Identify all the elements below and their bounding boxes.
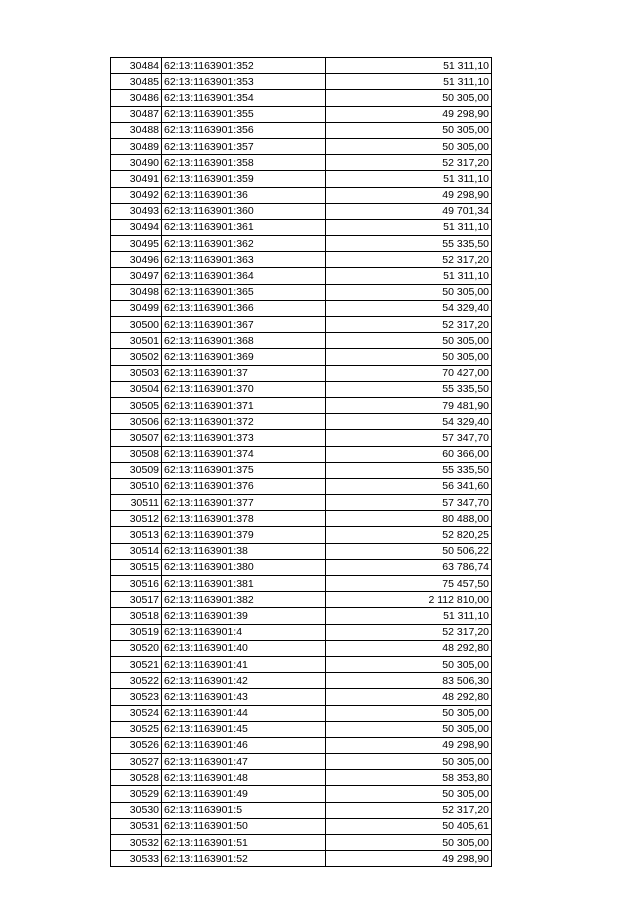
cadastral-number-cell: 62:13:1163901:377 <box>162 495 326 511</box>
value-cell: 70 427,00 <box>326 365 492 381</box>
value-cell: 50 305,00 <box>326 721 492 737</box>
row-number-cell: 30529 <box>111 786 162 802</box>
value-cell: 50 305,00 <box>326 284 492 300</box>
cadastral-number-cell: 62:13:1163901:46 <box>162 737 326 753</box>
cadastral-number-cell: 62:13:1163901:371 <box>162 397 326 413</box>
cadastral-number-cell: 62:13:1163901:352 <box>162 58 326 74</box>
value-cell: 50 305,00 <box>326 656 492 672</box>
value-cell: 51 311,10 <box>326 74 492 90</box>
value-cell: 50 305,00 <box>326 786 492 802</box>
value-cell: 51 311,10 <box>326 219 492 235</box>
value-cell: 49 298,90 <box>326 106 492 122</box>
row-number-cell: 30498 <box>111 284 162 300</box>
table-row <box>111 608 492 624</box>
cadastral-number-cell: 62:13:1163901:47 <box>162 754 326 770</box>
value-cell: 52 317,20 <box>326 802 492 818</box>
cadastral-number-cell: 62:13:1163901:354 <box>162 90 326 106</box>
row-number-cell: 30519 <box>111 624 162 640</box>
row-number-cell: 30513 <box>111 527 162 543</box>
cadastral-number-cell: 62:13:1163901:379 <box>162 527 326 543</box>
table-row <box>111 90 492 106</box>
cadastral-number-cell: 62:13:1163901:48 <box>162 770 326 786</box>
table-row <box>111 74 492 90</box>
table-row <box>111 478 492 494</box>
cadastral-number-cell: 62:13:1163901:353 <box>162 74 326 90</box>
table-row <box>111 381 492 397</box>
cadastral-number-cell: 62:13:1163901:40 <box>162 640 326 656</box>
row-number-cell: 30527 <box>111 754 162 770</box>
row-number-cell: 30502 <box>111 349 162 365</box>
row-number-cell: 30507 <box>111 430 162 446</box>
value-cell: 63 786,74 <box>326 559 492 575</box>
cadastral-number-cell: 62:13:1163901:375 <box>162 462 326 478</box>
table-row <box>111 106 492 122</box>
value-cell: 75 457,50 <box>326 576 492 592</box>
value-cell: 80 488,00 <box>326 511 492 527</box>
cadastral-number-cell: 62:13:1163901:367 <box>162 317 326 333</box>
value-cell: 60 366,00 <box>326 446 492 462</box>
table-row <box>111 122 492 138</box>
table-row <box>111 365 492 381</box>
value-cell: 51 311,10 <box>326 268 492 284</box>
cadastral-number-cell: 62:13:1163901:4 <box>162 624 326 640</box>
value-cell: 58 353,80 <box>326 770 492 786</box>
value-cell: 48 292,80 <box>326 640 492 656</box>
cadastral-number-cell: 62:13:1163901:374 <box>162 446 326 462</box>
cadastral-number-cell: 62:13:1163901:363 <box>162 252 326 268</box>
value-cell: 79 481,90 <box>326 397 492 413</box>
cadastral-number-cell: 62:13:1163901:43 <box>162 689 326 705</box>
cadastral-number-cell: 62:13:1163901:364 <box>162 268 326 284</box>
value-cell: 52 820,25 <box>326 527 492 543</box>
cadastral-number-cell: 62:13:1163901:365 <box>162 284 326 300</box>
value-cell: 51 311,10 <box>326 608 492 624</box>
cadastral-number-cell: 62:13:1163901:366 <box>162 300 326 316</box>
value-cell: 48 292,80 <box>326 689 492 705</box>
value-cell: 51 311,10 <box>326 171 492 187</box>
value-cell: 55 335,50 <box>326 236 492 252</box>
row-number-cell: 30485 <box>111 74 162 90</box>
row-number-cell: 30521 <box>111 656 162 672</box>
cadastral-number-cell: 62:13:1163901:381 <box>162 576 326 592</box>
table-row <box>111 802 492 818</box>
table-row <box>111 495 492 511</box>
value-cell: 50 305,00 <box>326 333 492 349</box>
table-row <box>111 349 492 365</box>
table-body <box>111 58 492 867</box>
table-row <box>111 624 492 640</box>
value-cell: 50 506,22 <box>326 543 492 559</box>
cadastral-number-cell: 62:13:1163901:380 <box>162 559 326 575</box>
table-row <box>111 527 492 543</box>
row-number-cell: 30499 <box>111 300 162 316</box>
row-number-cell: 30503 <box>111 365 162 381</box>
cadastral-number-cell: 62:13:1163901:376 <box>162 478 326 494</box>
value-cell: 55 335,50 <box>326 462 492 478</box>
table-row <box>111 737 492 753</box>
cadastral-number-cell: 62:13:1163901:359 <box>162 171 326 187</box>
value-cell: 49 701,34 <box>326 203 492 219</box>
data-table <box>110 57 492 867</box>
cadastral-number-cell: 62:13:1163901:49 <box>162 786 326 802</box>
table-row <box>111 430 492 446</box>
cadastral-number-cell: 62:13:1163901:378 <box>162 511 326 527</box>
row-number-cell: 30514 <box>111 543 162 559</box>
table-row <box>111 786 492 802</box>
table-row <box>111 155 492 171</box>
value-cell: 56 341,60 <box>326 478 492 494</box>
value-cell: 52 317,20 <box>326 624 492 640</box>
table-row <box>111 446 492 462</box>
row-number-cell: 30492 <box>111 187 162 203</box>
table-row <box>111 673 492 689</box>
table-row <box>111 252 492 268</box>
row-number-cell: 30520 <box>111 640 162 656</box>
value-cell: 50 305,00 <box>326 705 492 721</box>
table-row <box>111 414 492 430</box>
row-number-cell: 30489 <box>111 138 162 154</box>
table-row <box>111 203 492 219</box>
row-number-cell: 30525 <box>111 721 162 737</box>
value-cell: 49 298,90 <box>326 737 492 753</box>
cadastral-number-cell: 62:13:1163901:382 <box>162 592 326 608</box>
row-number-cell: 30500 <box>111 317 162 333</box>
cadastral-number-cell: 62:13:1163901:41 <box>162 656 326 672</box>
row-number-cell: 30505 <box>111 397 162 413</box>
row-number-cell: 30506 <box>111 414 162 430</box>
table-row <box>111 397 492 413</box>
cadastral-number-cell: 62:13:1163901:52 <box>162 851 326 867</box>
value-cell: 49 298,90 <box>326 851 492 867</box>
cadastral-number-cell: 62:13:1163901:38 <box>162 543 326 559</box>
table-row <box>111 835 492 851</box>
row-number-cell: 30495 <box>111 236 162 252</box>
table-row <box>111 284 492 300</box>
row-number-cell: 30496 <box>111 252 162 268</box>
row-number-cell: 30504 <box>111 381 162 397</box>
row-number-cell: 30484 <box>111 58 162 74</box>
row-number-cell: 30491 <box>111 171 162 187</box>
row-number-cell: 30522 <box>111 673 162 689</box>
cadastral-number-cell: 62:13:1163901:357 <box>162 138 326 154</box>
cadastral-number-cell: 62:13:1163901:45 <box>162 721 326 737</box>
value-cell: 52 317,20 <box>326 252 492 268</box>
value-cell: 50 305,00 <box>326 754 492 770</box>
value-cell: 50 305,00 <box>326 122 492 138</box>
table-row <box>111 576 492 592</box>
row-number-cell: 30501 <box>111 333 162 349</box>
value-cell: 50 305,00 <box>326 349 492 365</box>
table-row <box>111 58 492 74</box>
table-row <box>111 236 492 252</box>
row-number-cell: 30526 <box>111 737 162 753</box>
table-row <box>111 640 492 656</box>
row-number-cell: 30486 <box>111 90 162 106</box>
row-number-cell: 30509 <box>111 462 162 478</box>
value-cell: 57 347,70 <box>326 430 492 446</box>
row-number-cell: 30490 <box>111 155 162 171</box>
row-number-cell: 30532 <box>111 835 162 851</box>
cadastral-number-cell: 62:13:1163901:50 <box>162 818 326 834</box>
cadastral-number-cell: 62:13:1163901:42 <box>162 673 326 689</box>
cadastral-number-cell: 62:13:1163901:373 <box>162 430 326 446</box>
cadastral-number-cell: 62:13:1163901:356 <box>162 122 326 138</box>
table-row <box>111 592 492 608</box>
row-number-cell: 30515 <box>111 559 162 575</box>
value-cell: 50 405,61 <box>326 818 492 834</box>
table-row <box>111 559 492 575</box>
row-number-cell: 30487 <box>111 106 162 122</box>
table-row <box>111 300 492 316</box>
row-number-cell: 30530 <box>111 802 162 818</box>
cadastral-number-cell: 62:13:1163901:36 <box>162 187 326 203</box>
row-number-cell: 30518 <box>111 608 162 624</box>
value-cell: 57 347,70 <box>326 495 492 511</box>
table-row <box>111 770 492 786</box>
value-cell: 50 305,00 <box>326 90 492 106</box>
row-number-cell: 30510 <box>111 478 162 494</box>
table-row <box>111 219 492 235</box>
row-number-cell: 30523 <box>111 689 162 705</box>
value-cell: 52 317,20 <box>326 155 492 171</box>
row-number-cell: 30508 <box>111 446 162 462</box>
cadastral-number-cell: 62:13:1163901:358 <box>162 155 326 171</box>
row-number-cell: 30494 <box>111 219 162 235</box>
row-number-cell: 30512 <box>111 511 162 527</box>
table-row <box>111 187 492 203</box>
row-number-cell: 30488 <box>111 122 162 138</box>
table-row <box>111 317 492 333</box>
table-row <box>111 268 492 284</box>
table-row <box>111 721 492 737</box>
value-cell: 54 329,40 <box>326 414 492 430</box>
cadastral-number-cell: 62:13:1163901:37 <box>162 365 326 381</box>
table-row <box>111 462 492 478</box>
row-number-cell: 30493 <box>111 203 162 219</box>
row-number-cell: 30511 <box>111 495 162 511</box>
row-number-cell: 30516 <box>111 576 162 592</box>
value-cell: 51 311,10 <box>326 58 492 74</box>
cadastral-number-cell: 62:13:1163901:368 <box>162 333 326 349</box>
value-cell: 50 305,00 <box>326 138 492 154</box>
cadastral-number-cell: 62:13:1163901:51 <box>162 835 326 851</box>
cadastral-number-cell: 62:13:1163901:370 <box>162 381 326 397</box>
cadastral-number-cell: 62:13:1163901:372 <box>162 414 326 430</box>
table-row <box>111 511 492 527</box>
value-cell: 49 298,90 <box>326 187 492 203</box>
table-row <box>111 333 492 349</box>
cadastral-number-cell: 62:13:1163901:362 <box>162 236 326 252</box>
table-row <box>111 754 492 770</box>
cadastral-number-cell: 62:13:1163901:355 <box>162 106 326 122</box>
cadastral-number-cell: 62:13:1163901:44 <box>162 705 326 721</box>
table-row <box>111 138 492 154</box>
table-row <box>111 818 492 834</box>
cadastral-number-cell: 62:13:1163901:39 <box>162 608 326 624</box>
table-row <box>111 656 492 672</box>
cadastral-number-cell: 62:13:1163901:369 <box>162 349 326 365</box>
row-number-cell: 30517 <box>111 592 162 608</box>
row-number-cell: 30531 <box>111 818 162 834</box>
row-number-cell: 30497 <box>111 268 162 284</box>
cadastral-number-cell: 62:13:1163901:360 <box>162 203 326 219</box>
value-cell: 2 112 810,00 <box>326 592 492 608</box>
value-cell: 50 305,00 <box>326 835 492 851</box>
table-row <box>111 705 492 721</box>
table-row <box>111 543 492 559</box>
table-row <box>111 689 492 705</box>
value-cell: 54 329,40 <box>326 300 492 316</box>
value-cell: 55 335,50 <box>326 381 492 397</box>
table-row <box>111 171 492 187</box>
row-number-cell: 30524 <box>111 705 162 721</box>
value-cell: 52 317,20 <box>326 317 492 333</box>
row-number-cell: 30528 <box>111 770 162 786</box>
table-row <box>111 851 492 867</box>
value-cell: 83 506,30 <box>326 673 492 689</box>
row-number-cell: 30533 <box>111 851 162 867</box>
cadastral-number-cell: 62:13:1163901:361 <box>162 219 326 235</box>
cadastral-number-cell: 62:13:1163901:5 <box>162 802 326 818</box>
